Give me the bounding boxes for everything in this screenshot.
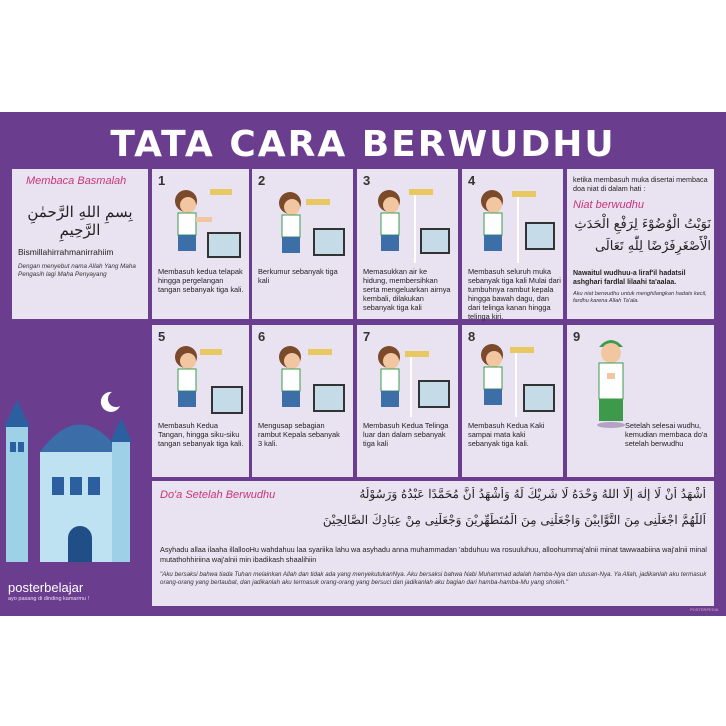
step-number: 3 (363, 173, 371, 188)
basmalah-arabic: بِسمِ اللهِ الرَّحمٰنِ الرَّحِيمِ (27, 203, 133, 239)
step-panel-9 (567, 325, 714, 477)
doa-heading: Do'a Setelah Berwudhu (160, 489, 276, 501)
mosque-illustration (0, 372, 140, 562)
basmalah-meaning: Dengan menyebut nama Allah Yang Maha Pengasih lagi Maha Penyayang (18, 263, 136, 278)
niat-arabic-line-1: نَوَيْتُ الْوُضُوْءَ لِرَفْعِ الْحَدَثِ (574, 217, 711, 232)
boy-wiping-head-illustration (256, 335, 350, 417)
step-caption: Mengusap sebagian rambut Kepala sebanyak 3 kali. (258, 421, 340, 448)
boy-cleaning-nose-illustration (361, 183, 455, 263)
boy-washing-ears-illustration (361, 335, 455, 417)
boy-rinsing-mouth-illustration (256, 183, 350, 263)
niat-intro: ketika membasuh muka disertai membaca doa niat di dalam hati : (573, 175, 708, 193)
step-number: 7 (363, 329, 371, 344)
step-panel-6 (252, 325, 353, 477)
niat-heading: Niat berwudhu (573, 199, 644, 211)
boy-washing-arms-illustration (156, 335, 246, 417)
step-caption: Membasuh Kedua Tangan, hingga siku-siku tangan sebanyak tiga kali. (158, 421, 244, 448)
step-panel-1 (152, 169, 249, 319)
step-number: 2 (258, 173, 266, 188)
step-number: 8 (468, 329, 476, 344)
step-number: 1 (158, 173, 166, 188)
brand-name: posterbelajar (8, 580, 84, 595)
corner-brand: POSTERPEDIA (690, 607, 719, 612)
poster (0, 112, 726, 616)
boy-washing-face-illustration (466, 183, 560, 263)
niat-latin: Nawaitul wudhuu-a liraf'il hadatsil ashghari fardlal lilaahi ta'aalaa. (573, 270, 686, 286)
boy-praying-illustration (581, 329, 641, 429)
step-caption: Membasuh Kedua Kaki sampai mata kaki sebanyak tiga kali. (468, 421, 545, 448)
doa-latin: Asyhadu allaa ilaaha illallooHu wahdahuu laa syariika lahu wa asyhadu anna muhammadan 'abduhuu wa rosuuluhuu, alloohummaj'alnii minat tawwaabiina waj'alnii minal mutathohhiriina waj'alnii min ibadikash shaalihiin (160, 545, 707, 564)
niat-arabic-line-2: الْأَصْغَرِفَرْضًا لِلّٰهِ تَعَالَى (594, 239, 711, 254)
brand-tagline: ayo pasang di dinding kamarmu ! (8, 596, 90, 602)
step-number: 6 (258, 329, 266, 344)
step-panel-3 (357, 169, 458, 319)
doa-arabic-line-1: أَشْهَدُ أَنْ لَا إِلٰهَ إِلَّا اللهُ وَحْدَهُ لَا شَرِيْكَ لَهُ وَأَشْهَدُ أَنَّ مُحَمَّدًا عَبْدُهُ وَرَسُوْلُهُ (359, 487, 706, 501)
poster-title: TATA CARA BERWUDHU (110, 124, 616, 165)
doa-arabic-line-2: اَللّٰهُمَّ اجْعَلْنِى مِنَ التَّوَّابِيْنَ وَاجْعَلْنِى مِنَ الْمُتَطَهِّرِيْنَ وَجْعَلْنِى مِنْ عِبَادِكَ الصَّالِحِيْنَ (322, 513, 706, 527)
step-caption: Setelah selesai wudhu, kemudian membaca do'a setelah berwudhu (625, 421, 708, 448)
step-caption: Berkumur sebanyak tiga kali (258, 267, 338, 285)
step-panel-8 (462, 325, 563, 477)
boy-washing-feet-illustration (466, 335, 560, 417)
step-caption: Membasuh seluruh muka sebanyak tiga kali Mulai dari tumbuhnya rambut kepala hingga bawah dagu, dan dari telinga kanan hingga telinga kiri. (468, 267, 561, 321)
basmalah-heading: Membaca Basmalah (26, 175, 127, 187)
niat-meaning: Aku niat berwudhu untuk menghilangkan hadats kecil, fardhu karena Allah Ta'ala. (573, 291, 707, 304)
doa-meaning: "Aku bersaksi bahwa tiada Tuhan melainkan Allah dan tidak ada yang menyekutukanNya. Aku bersaksi bahwa Nabi Muhammad adalah hamba-Nya dan utusan-Nya. Ya Allah, jadikanlah aku termasuk orang-orang yang bertaubat, dan jadikanlah aku termasuk orang-orang yang bersuci dan jadikanlah aku bagian dari hamba-hamba-Mu yang sholeh." (160, 571, 707, 586)
basmalah-panel (12, 169, 148, 319)
step-number: 5 (158, 329, 166, 344)
step-number: 4 (468, 173, 476, 188)
step-panel-4 (462, 169, 563, 319)
niat-panel (567, 169, 714, 319)
step-caption: Memasukkan air ke hidung, membersihkan serta mengeluarkan airnya kembali, dilakukan sebanyak tiga kali (363, 267, 451, 312)
step-caption: Membasuh kedua telapak hingga pergelangan tangan sebanyak tiga kali. (158, 267, 244, 294)
doa-panel (152, 481, 714, 606)
step-panel-2 (252, 169, 353, 319)
step-panel-7 (357, 325, 458, 477)
step-number: 9 (573, 329, 581, 344)
boy-washing-hands-illustration (156, 183, 246, 263)
basmalah-latin: Bismillahirrahmanirrahiim (18, 247, 114, 257)
step-caption: Membasuh Kedua Telinga luar dan dalam sebanyak tiga kali (363, 421, 449, 448)
step-panel-5 (152, 325, 249, 477)
